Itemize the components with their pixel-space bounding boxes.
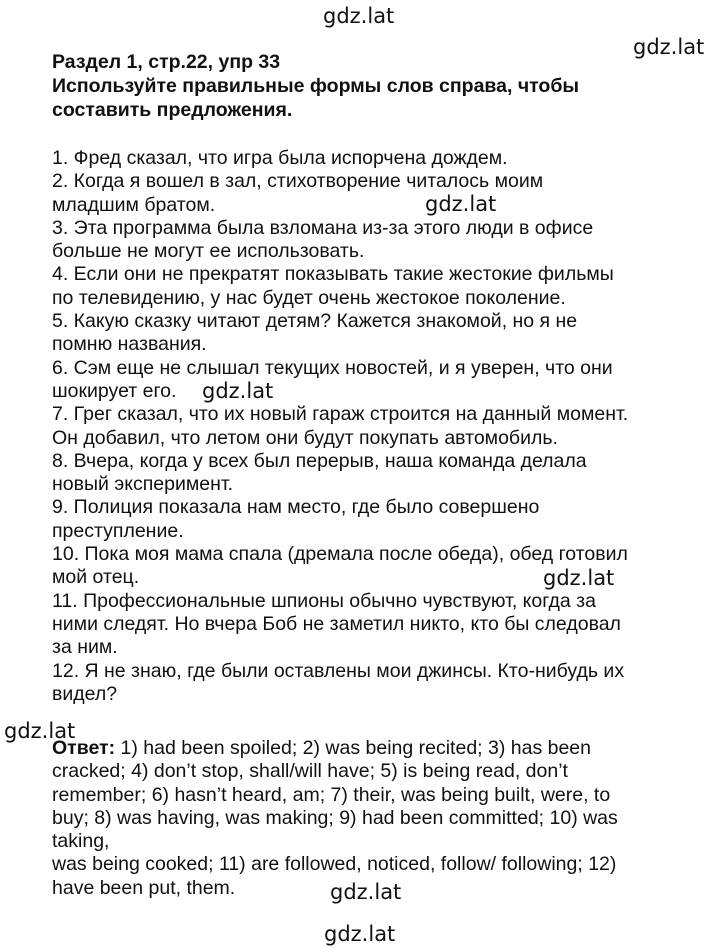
sentence-line: 2. Когда я вошел в зал, стихотворение читалось моим <box>52 170 544 193</box>
sentence-line: 5. Какую сказку читают детям? Кажется знакомой, но я не <box>52 310 578 333</box>
watermark-low: gdz.lat <box>330 880 402 904</box>
sentence-line: помню названия. <box>52 333 207 356</box>
watermark-mid-2: gdz.lat <box>202 379 274 403</box>
exercise-header <box>52 50 652 122</box>
watermark-left: gdz.lat <box>4 719 76 743</box>
sentence-line: 6. Сэм еще не слышал текущих новостей, и я уверен, что они <box>52 356 613 379</box>
sentence-line: новый эксперимент. <box>52 473 234 496</box>
sentence-line: Он добавил, что летом они будут покупать автомобиль. <box>52 426 558 449</box>
task-instruction-line-1: Используйте правильные формы слов справа, чтобы <box>52 75 580 97</box>
sentence-line: 10. Пока моя мама спала (дремала после обеда), обед готовил <box>52 543 628 566</box>
sentence-line: 7. Грег сказал, что их новый гараж строится на данный момент. <box>52 403 629 426</box>
watermark-bottom: gdz.lat <box>324 922 396 946</box>
sentence-line: 11. Профессиональные шпионы обычно чувствуют, когда за <box>52 589 596 612</box>
answer-line: was being cooked; 11) are followed, noticed, follow/ following; 12) <box>52 853 617 876</box>
sentences-list <box>52 147 692 706</box>
answer-line: cracked; 4) don’t stop, shall/will have; 5) is being read, don’t <box>52 760 568 783</box>
sentence-line: видел? <box>52 682 118 705</box>
watermark-mid-3: gdz.lat <box>543 566 615 590</box>
sentence-line: по телевидению, у нас будет очень жестокое поколение. <box>52 286 566 309</box>
sentence-line: мой отец. <box>52 566 140 589</box>
answer-line: remember; 6) hasn’t heard, am; 7) their, was being built, were, to <box>52 783 611 806</box>
sentence-line: 3. Эта программа была взломана из-за этого люди в офисе <box>52 216 594 239</box>
answer-text: 1) had been spoiled; 2) was being recited; 3) has been <box>115 737 591 759</box>
answer-line: taking, <box>52 830 110 853</box>
answer-line: buy; 8) was having, was making; 9) had been committed; 10) was <box>52 806 618 829</box>
watermark-right: gdz.lat <box>633 35 705 59</box>
sentence-line: шокирует его. <box>52 379 177 402</box>
sentence-line: за ним. <box>52 636 118 659</box>
sentence-line: 12. Я не знаю, где были оставлены мои джинсы. Кто-нибудь их <box>52 659 625 682</box>
watermark-top: gdz.lat <box>323 4 395 28</box>
answer-line: have been put, them. <box>52 876 236 899</box>
answer-block <box>52 737 692 900</box>
sentence-line: ними следят. Но вчера Боб не заметил никто, кто бы следовал <box>52 612 621 635</box>
sentence-line: младшим братом. <box>52 193 216 216</box>
sentence-line: 1. Фред сказал, что игра была испорчена дождем. <box>52 147 508 169</box>
answer-label: Ответ: <box>52 737 116 759</box>
sentence-line: преступление. <box>52 519 184 542</box>
answer-line <box>52 737 692 760</box>
sentence-line: 4. Если они не прекратят показывать такие жестокие фильмы <box>52 263 614 286</box>
sentence-line: больше не могут ее использовать. <box>52 240 365 263</box>
sentence-line: 8. Вчера, когда у всех был перерыв, наша команда делала <box>52 449 587 472</box>
section-title: Раздел 1, стр.22, упр 33 <box>52 51 281 73</box>
sentence-line: 9. Полиция показала нам место, где было совершено <box>52 496 540 519</box>
task-instruction-line-2: составить предложения. <box>52 99 293 121</box>
watermark-mid-1: gdz.lat <box>425 192 497 216</box>
